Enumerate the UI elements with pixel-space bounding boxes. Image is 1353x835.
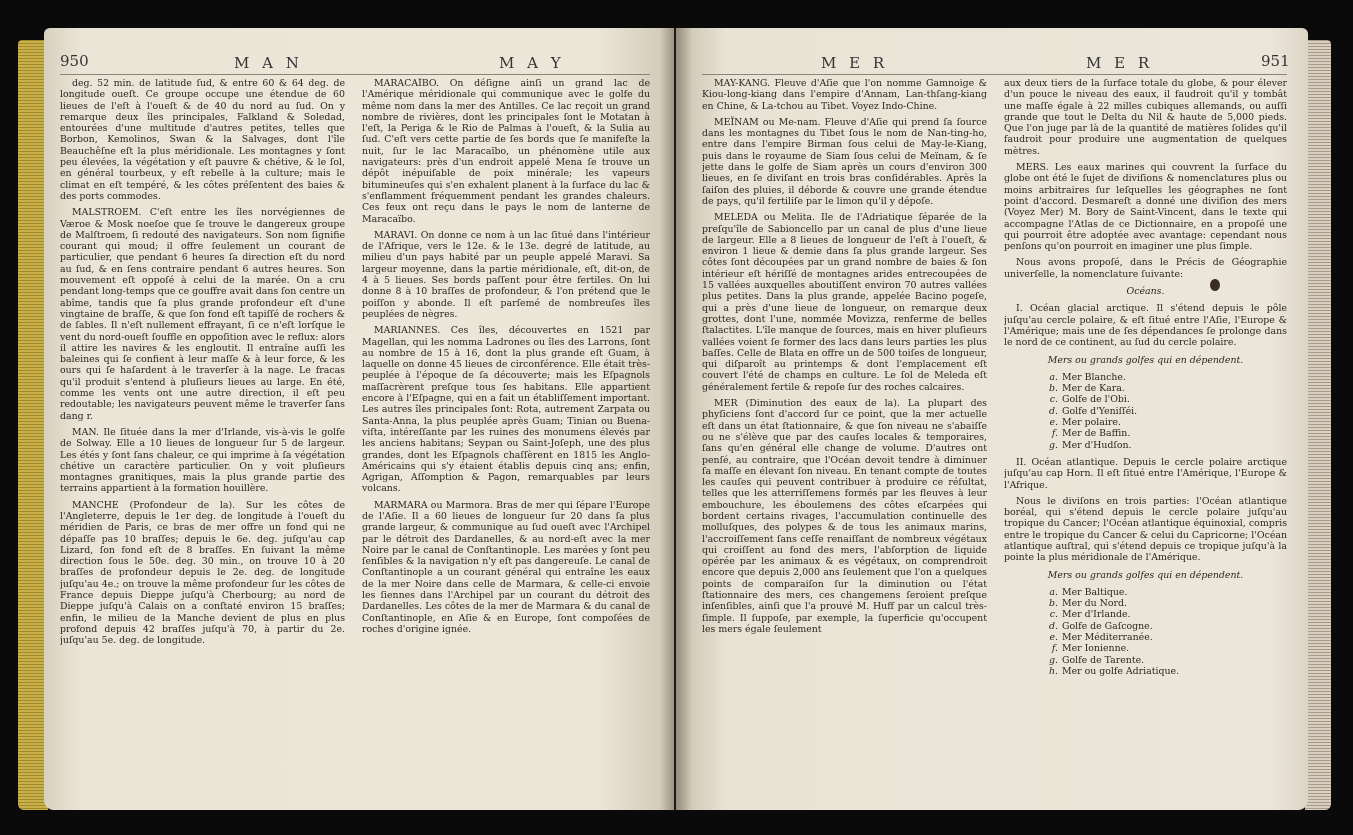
entry-may-kang: MAY-KANG. Fleuve d'Aſie que l'on nomme Gamnoige & Kiou-long-kiang dans l'empire d'Annam, Lan-thſang-kiang en Chine, & La-tchou au Tibet. Voyez Indo-Chine. (702, 78, 987, 112)
list-item: e. Mer Méditerranée. (1049, 632, 1153, 644)
mer-continuation: aux deux tiers de la ſurface totale du globe, & pour élever d'un pouce le niveau des eaux, il faudroit qu'il y tombât une maſſe égale à 22 milles cubiques allemands, ou auſſi grande que tout le Delta du Nil & haute de 5,000 pieds. Que l'on juge par là de la quantité de matières ſolides qu'il faudroit pour produire une augmentation de quelques mètres. (1004, 78, 1287, 157)
arctic-ocean-entry: I. Océan glacial arctique. Il s'étend depuis le pôle juſqu'au cercle polaire, & eſt ſitué entre l'Aſie, l'Europe & l'Amérique; mais une de ſes dépendances ſe prolonge dans le nord de ce continent, au ſud du cercle polaire. (1004, 303, 1287, 349)
list-item: d. Golfe d'Yeniſſéi. (1049, 405, 1138, 417)
list-item: g. Mer d'Hudſon. (1049, 439, 1132, 451)
list-item: b. Mer du Nord. (1049, 598, 1127, 610)
entry-manche: MANCHE (Profondeur de la). Sur les côtes de l'Angleterre, depuis le 1er deg. de longitude à l'oueſt du méridien de Paris, ce bras de mer offre un fond qui ne dépaſſe pas 10 braſſes; depuis le 6e. deg. juſqu'au cap Lizard, ſon fond eſt de 8 braſſes. En ſuivant la même direction ſous le 50e. deg. 30 min., on trouve 10 à 20 braſſes de profondeur depuis le 2e. deg. de longitude juſqu'au 4e.; on trouve la même profondeur ſur les côtes de France depuis Dieppe juſqu'à Cherbourg; au nord de Dieppe juſqu'à Calais on a conſtaté environ 15 braſſes; enfin, le milieu de la Manche devient de plus en plus profond depuis 42 braſſes juſqu'à 70, à partir du 2e. juſqu'au 5e. deg. de longitude. (60, 499, 345, 647)
nomenclature-intro: Nous avons propoſé, dans le Précis de Géographie univerſelle, la nomenclature ſuivante: (1004, 257, 1287, 280)
atlantic-seas-list (1004, 587, 1287, 677)
list-item: g. Golfe de Tarente. (1049, 654, 1145, 666)
entry-mariannes: MARIANNES. Ces îles, découvertes en 1521 par Magellan, qui les nomma Ladrones ou îles des Larrons, ſont au nombre de 15 à 16, dont la plus grande eſt Guam, à laquelle on donne 45 lieues de circonférence. Elle était très-peuplée à l'époque de ſa découverte; mais les Eſpagnols maſſacrèrent preſque tous ſes habitans. Elle appartient encore à l'Eſpagne, qui en a fait un établiſſement important. Les autres îles principales ſont: Rota, autrement Zarpata ou Santa-Anna, la plus peuplée après Guam; Tinian ou Buena-viſta, intéreſſante par les ruines des monumens élevés par les anciens habitans; Seypan ou Saint-Joſeph, une des plus grandes, dont les Eſpagnols chaſſèrent en 1815 les Anglo-Américains qui s'y étaient établis depuis cinq ans; enfin, Agrigan, Aſſomption & Pagon, remarquables par leurs volcans. (362, 325, 650, 495)
atlantic-ocean-entry: II. Océan atlantique. Depuis le cercle polaire arctique juſqu'au cap Horn. Il eſt ſitué entre l'Amérique, l'Europe & l'Afrique. (1004, 456, 1287, 491)
entry-marmara: MARMARA ou Marmora. Bras de mer qui ſépare l'Europe de l'Aſie. Il a 60 lieues de longueur ſur 20 dans ſa plus grande largeur, & communique au ſud oueſt avec l'Archipel par le détroit des Dardanelles, & au nord-eſt avec la mer Noire par le canal de Conſtantinople. Les marées y ſont peu ſenſibles & la navigation n'y eſt pas dangereuſe. Le canal de Conſtantinople a un courant général qui entraîne les eaux de la mer Noire dans celle de Marmara, & celle-ci envoie les ſiennes dans l'Archipel par un courant du détroit des Dardanelles. Les côtes de la mer de Marmara & du canal de Conſtantinople, en Aſie & en Europe, ſont compoſées de roches d'origine ignée. (362, 499, 650, 635)
left-running-head-1: M A N (234, 54, 303, 72)
entry-falkland: deg. 52 min. de latitude ſud, & entre 60 & 64 deg. de longitude oueſt. Ce groupe occupe une étendue de 60 lieues de l'eſt à l'oueſt & de 40 du nord au ſud. On y remarque deux îles principales, Falkland & Soledad, entourées d'une multitude d'autres petites, telles que Borbon, Kemolinos, Swan & la Salvages, dont l'île Beauchêſne eſt la plus méridionale. Les montagnes y ſont peu élevées, la végétation y eſt pauvre & chétive, & le ſol, en général tourbeux, y eſt rebelle à la culture; mais le climat en eſt tempéré, & les côtes préſentent des baies & des ports commodes. (60, 78, 345, 202)
list-item: f. Mer Ionienne. (1051, 643, 1130, 655)
list-item: b. Mer de Kara. (1049, 383, 1125, 395)
left-page (44, 28, 674, 810)
entry-meleda: MELEDA ou Melita. Ile de l'Adriatique ſéparée de la preſqu'île de Sabioncello par un canal de plus d'une lieue de largeur. Elle a 8 lieues de longueur de l'eſt à l'oueſt, & environ 1 lieue & demie dans ſa plus grande largeur. Ses côtes ſont découpées par un grand nombre de baies & ſon intérieur eſt hériſſé de montagnes arides entrecoupées de 15 vallées auxquelles aboutiſſent environ 70 autres vallées plus petites. Dans la plus grande, appelée Bacino pogeſe, qui a près d'une lieue de longueur, on remarque deux grottes, dont l'une, nommée Movizza, renferme de belles ſtalactites. L'île manque de ſources, mais en hiver pluſieurs vallées voient ſe former des lacs dans leurs parties les plus baſſes. Celle de Blata en offre un de 500 toiſes de longueur, qui diſparoît au printemps & dont l'emplacement eſt couvert l'été de champs en culture. Le ſol de Meleda eſt généralement fertile & repoſe ſur des roches calcaires. (702, 212, 987, 393)
list-item: e. Mer polaire. (1049, 417, 1121, 429)
list-item: a. Mer Baltique. (1049, 586, 1128, 598)
left-page-number: 950 (60, 52, 89, 70)
right-column-1 (702, 78, 987, 798)
atlantic-divisions: Nous le diviſons en trois parties: l'Océan atlantique boréal, qui s'étend depuis le cercle polaire juſqu'au tropique du Cancer; l'Océan atlantique équinoxial, compris entre le tropique du Cancer & celui du Capricorne; l'Océan atlantique auſtral, qui s'étend depuis ce tropique juſqu'à la pointe la plus méridionale de l'Amérique. (1004, 495, 1287, 564)
right-column-2 (1004, 78, 1287, 798)
left-column-2 (362, 78, 650, 798)
entry-maravi: MARAVI. On donne ce nom à un lac ſitué dans l'intérieur de l'Afrique, vers le 12e. & le 13e. degré de latitude, au milieu d'un pays habité par un peuple appelé Maravi. Sa largeur moyenne, dans la partie méridionale, eſt, dit-on, de 4 à 5 lieues. Ses bords paſſent pour être fertiles. On lui donne 8 à 10 braſſes de profondeur, & l'on prétend que le poiſſon y abonde. Il eſt parſemé de nombreuſes îles peuplées de nègres. (362, 229, 650, 320)
right-page-edges (1305, 40, 1331, 810)
arctic-seas-heading: Mers ou grands golfes qui en dépendent. (1047, 354, 1244, 366)
list-item: c. Mer d'Irlande. (1049, 609, 1131, 621)
list-item: c. Golfe de l'Obi. (1049, 394, 1130, 406)
oceans-heading: Océans. (1126, 286, 1165, 298)
ink-blot (1210, 279, 1220, 291)
list-item: h. Mer ou golfe Adriatique. (1048, 665, 1180, 677)
left-running-head-2: M A Y (499, 54, 565, 72)
left-head-rule (60, 74, 650, 75)
entry-maracaibo: MARACAÏBO. On déſigne ainſi un grand lac de l'Amérique méridionale qui communique avec le golfe du même nom dans la mer des Antilles. Ce lac reçoit un grand nombre de rivières, dont les principales ſont le Motatan à l'eſt, la Periga & le Rio de Palmas à l'oueſt, & la Sulia au ſud. C'eſt vers cette partie de ſes bords que ſe manifeſte la nuit, ſur le lac Maracaïbo, un phénomène utile aux navigateurs: près d'un endroit appelé Mena ſe trouve un dépôt inépuiſable de poix minérale; les vapeurs bitumineuſes qui s'en exhalent planent à la ſurface du lac & s'enflamment fréquemment pendant les grandes chaleurs. Ces feux ont reçu dans le pays le nom de lanterne de Maracaïbo. (362, 78, 650, 225)
right-page-number: 951 (1261, 52, 1290, 70)
list-item: d. Golfe de Gaſcogne. (1049, 620, 1153, 632)
entry-malstroem: MALSTROEM. C'eſt entre les îles norvégiennes de Væroe & Mosk noeſoe que ſe trouve le dangereux groupe de Malſtroem, ſi redouté des navigateurs. Son nom ſignifie courant qui moud; il offre ſeulement un courant de particulier, que pendant 6 heures ſa direction eſt du nord au ſud, & en ſens contraire pendant 6 autres heures. Son mouvement eſt oppoſé à celui de la marée. On a cru pendant long-temps que ce gouffre avait dans ſon centre un abîme, tandis que ſa plus grande profondeur eſt d'une vingtaine de braſſe, & que ſon fond eſt tapiſſé de rochers & de ſables. Il n'eſt nullement effrayant, ſi ce n'eſt lorſque le vent du nord-oueſt ſouffle en oppoſition avec le reflux: alors il attire les navires & les engloutit. Il entraîne auſſi les baleines qui ſe confient à leur maſſe & à leur force, & les ours qui ſe haſardent à le traverſer à la nage. Le fracas qu'il produit s'entend à pluſieurs lieues au large. En été, comme les vents ont une autre direction, il eſt peu redoutable; les navigateurs peuvent même le traverſer ſans dang r. (60, 207, 345, 422)
entry-man: MAN. Ile ſituée dans la mer d'Irlande, vis-à-vis le golfe de Solway. Elle a 10 lieues de longueur ſur 5 de largeur. Les étés y ſont ſans chaleur, ce qui imprime à ſa végétation chétive un caractère particulier. On y voit pluſieurs montagnes granitiques, mais la plus grande partie des terrains appartient à la formation houillère. (60, 426, 345, 495)
list-item: a. Mer Blanche. (1049, 371, 1126, 383)
list-item: f. Mer de Baffin. (1051, 428, 1131, 440)
entry-mer-diminution: MER (Diminution des eaux de la). La plupart des phyſiciens ſont d'accord ſur ce point, que la mer actuelle eſt dans un état ſtationnaire, & que ſon niveau ne s'abaiſſe ou ne s'élève que par des cauſes locales & temporaires, ſans qu'en général elle change de volume. D'autres ont penſé, au contraire, que l'Océan devoit tendre à diminuer ſa maſſe en élevant ſon niveau. En tenant compte de toutes les cauſes qui peuvent contribuer à produire ce réſultat, telles que les atterriſſemens formés par les fleuves à leur embouchure, les éboulemens des côtes eſcarpées qui bordent certains rivages, l'accumulation continuelle des molluſques, des polypes & de tous les animaux marins, l'accroiſſement ſans ceſſe renaiſſant de nombreux végétaux qui croiſſent au fond des mers, l'abſorption de liquide opérée par les animaux & es végétaux, on comprendroit encore que depuis 2,000 ans ſeulement que l'on a quelques points de comparaiſon ſur la diminution ou l'état ſtationnaire des mers, ces changemens ſeroient preſque inſenſibles, ainſi que l'a prouvé M. Huff par un calcul très-ſimple. Il ſuppoſe, par exemple, la ſuperficie qu'occupent les mers égale ſeulement (702, 398, 987, 635)
arctic-seas-list (1004, 372, 1287, 451)
right-head-rule (702, 74, 1287, 75)
right-running-head-2: M E R (1086, 54, 1154, 72)
entry-meinam: MEÏNAM ou Me-nam. Fleuve d'Aſie qui prend ſa ſource dans les montagnes du Tibet ſous le nom de Nan-ting-ho, entre dans l'empire Birman ſous celui de May-le-Kiang, puis dans le royaume de Siam ſous celui de Meïnam, & ſe jette dans le golfe de Siam après un cours d'environ 300 lieues, en ſe diviſant en trois bras conſidérables. Après la ſaiſon des pluies, il déborde & couvre une grande étendue de pays, qu'il fertiliſe par le limon qu'il y dépoſe. (702, 116, 987, 207)
book-gutter (660, 28, 692, 810)
entry-mers: MERS. Les eaux marines qui couvrent la ſurface du globe ont été le ſujet de diviſions & nomenclatures plus ou moins arbitraires ſur leſquelles les géographes ne ſont point d'accord. Desmareſt a donné une diviſion des mers (Voyez Mer) M. Bory de Saint-Vincent, dans le texte qui accompagne l'Atlas de ce Dictionnaire, en a propoſé une qui pourroit être adoptée avec avantage: cependant nous penſons qu'on pourroit en imaginer une plus ſimple. (1004, 162, 1287, 253)
right-running-head-1: M E R (821, 54, 889, 72)
atlantic-seas-heading: Mers ou grands golfes qui en dépendent. (1047, 569, 1244, 581)
left-column-1 (60, 78, 345, 798)
right-page (676, 28, 1308, 810)
